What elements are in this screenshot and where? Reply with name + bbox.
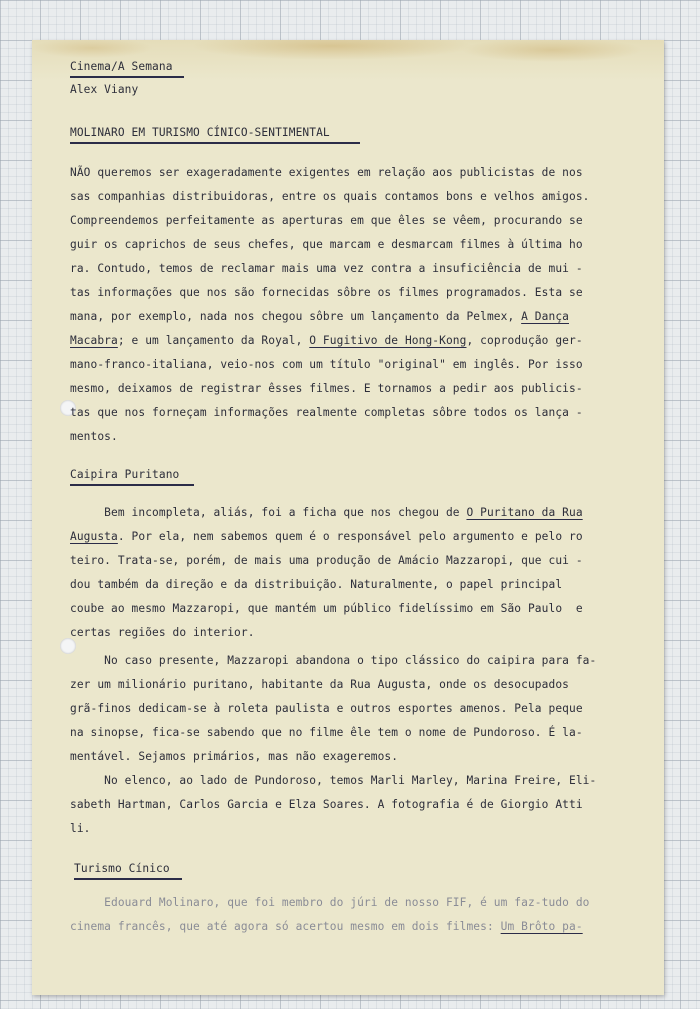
body-line: sas companhias distribuidoras, entre os quais contamos bons e velhos amigos. bbox=[70, 190, 590, 203]
body-line: coube ao mesmo Mazzaropi, que mantém um público fidelíssimo em São Paulo e bbox=[70, 602, 583, 615]
body-line: na sinopse, fica-se sabendo que no filme êle tem o nome de Pundoroso. É la- bbox=[70, 726, 583, 739]
film-title-broto: Um Brôto pa- bbox=[500, 920, 583, 933]
section-label: Cinema/A Semana bbox=[70, 60, 173, 73]
body-line: mentos. bbox=[70, 430, 118, 443]
section-heading: Caipira Puritano bbox=[70, 468, 180, 481]
body-line: dou também da direção e da distribuição. Naturalmente, o papel principal bbox=[70, 578, 563, 591]
body-text: . Por ela, nem sabemos quem é o responsável pelo argumento e pelo ro bbox=[117, 530, 583, 543]
film-title-macabra: Macabra bbox=[70, 334, 118, 347]
body-line: Compreendemos perfeitamente as aperturas em que êles se vêem, procurando se bbox=[70, 214, 583, 227]
body-line: Edouard Molinaro, que foi membro do júri de nosso FIF, é um faz-tudo do bbox=[70, 896, 590, 909]
film-title-augusta: Augusta bbox=[70, 530, 118, 543]
body-line: No elenco, ao lado de Pundoroso, temos Marli Marley, Marina Freire, Eli- bbox=[70, 774, 597, 787]
body-line: mentável. Sejamos primários, mas não exageremos. bbox=[70, 750, 399, 763]
section-heading-rule bbox=[74, 878, 182, 880]
body-line bbox=[70, 334, 583, 347]
body-line: tas que nos forneçam informações realmente completas sôbre todos os lança - bbox=[70, 406, 583, 419]
article-title: MOLINARO EM TURISMO CÍNICO-SENTIMENTAL bbox=[70, 126, 330, 139]
body-line: mesmo, deixamos de registrar êsses filmes. E tornamos a pedir aos publicis- bbox=[70, 382, 583, 395]
body-line bbox=[70, 506, 583, 519]
typewritten-page bbox=[32, 40, 664, 995]
body-text: Bem incompleta, aliás, foi a ficha que nos chegou de bbox=[70, 506, 467, 519]
film-title-puritano: O Puritano da Rua bbox=[466, 506, 583, 519]
body-line: NÃO queremos ser exageradamente exigentes em relação aos publicistas de nos bbox=[70, 166, 583, 179]
body-line: ra. Contudo, temos de reclamar mais uma vez contra a insuficiência de mui - bbox=[70, 262, 583, 275]
section-heading: Turismo Cínico bbox=[74, 862, 170, 875]
punch-hole bbox=[60, 638, 76, 654]
body-line: certas regiões do interior. bbox=[70, 626, 255, 639]
body-line: li. bbox=[70, 822, 91, 835]
body-text: ; e um lançamento da Royal, bbox=[117, 334, 310, 347]
body-line bbox=[70, 310, 569, 323]
body-line: grã-finos dedicam-se à roleta paulista e outros esportes amenos. Pela peque bbox=[70, 702, 583, 715]
body-line: sabeth Hartman, Carlos Garcia e Elza Soares. A fotografia é de Giorgio Atti bbox=[70, 798, 583, 811]
header-rule bbox=[70, 76, 184, 78]
body-line: tas informações que nos são fornecidas sôbre os filmes programados. Esta se bbox=[70, 286, 583, 299]
body-line: teiro. Trata-se, porém, de mais uma produção de Amácio Mazzaropi, que cui - bbox=[70, 554, 583, 567]
author-name: Alex Viany bbox=[70, 83, 139, 96]
body-line: mano-franco-italiana, veio-nos com um título "original" em inglês. Por isso bbox=[70, 358, 583, 371]
section-heading-rule bbox=[70, 484, 194, 486]
title-rule bbox=[70, 142, 360, 144]
body-line: zer um milionário puritano, habitante da Rua Augusta, onde os desocupados bbox=[70, 678, 569, 691]
body-line: No caso presente, Mazzaropi abandona o tipo clássico do caipira para fa- bbox=[70, 654, 597, 667]
body-text: mana, por exemplo, nada nos chegou sôbre um lançamento da Pelmex, bbox=[70, 310, 522, 323]
film-title-danca: A Dança bbox=[521, 310, 569, 323]
film-title-fugitivo: O Fugitivo de Hong-Kong bbox=[309, 334, 467, 347]
body-text: , coprodução ger- bbox=[466, 334, 583, 347]
body-line: guir os caprichos de seus chefes, que marcam e desmarcam filmes à última ho bbox=[70, 238, 583, 251]
body-text: cinema francês, que até agora só acertou mesmo em dois filmes: bbox=[70, 920, 501, 933]
body-line bbox=[70, 530, 583, 543]
body-line bbox=[70, 920, 583, 933]
